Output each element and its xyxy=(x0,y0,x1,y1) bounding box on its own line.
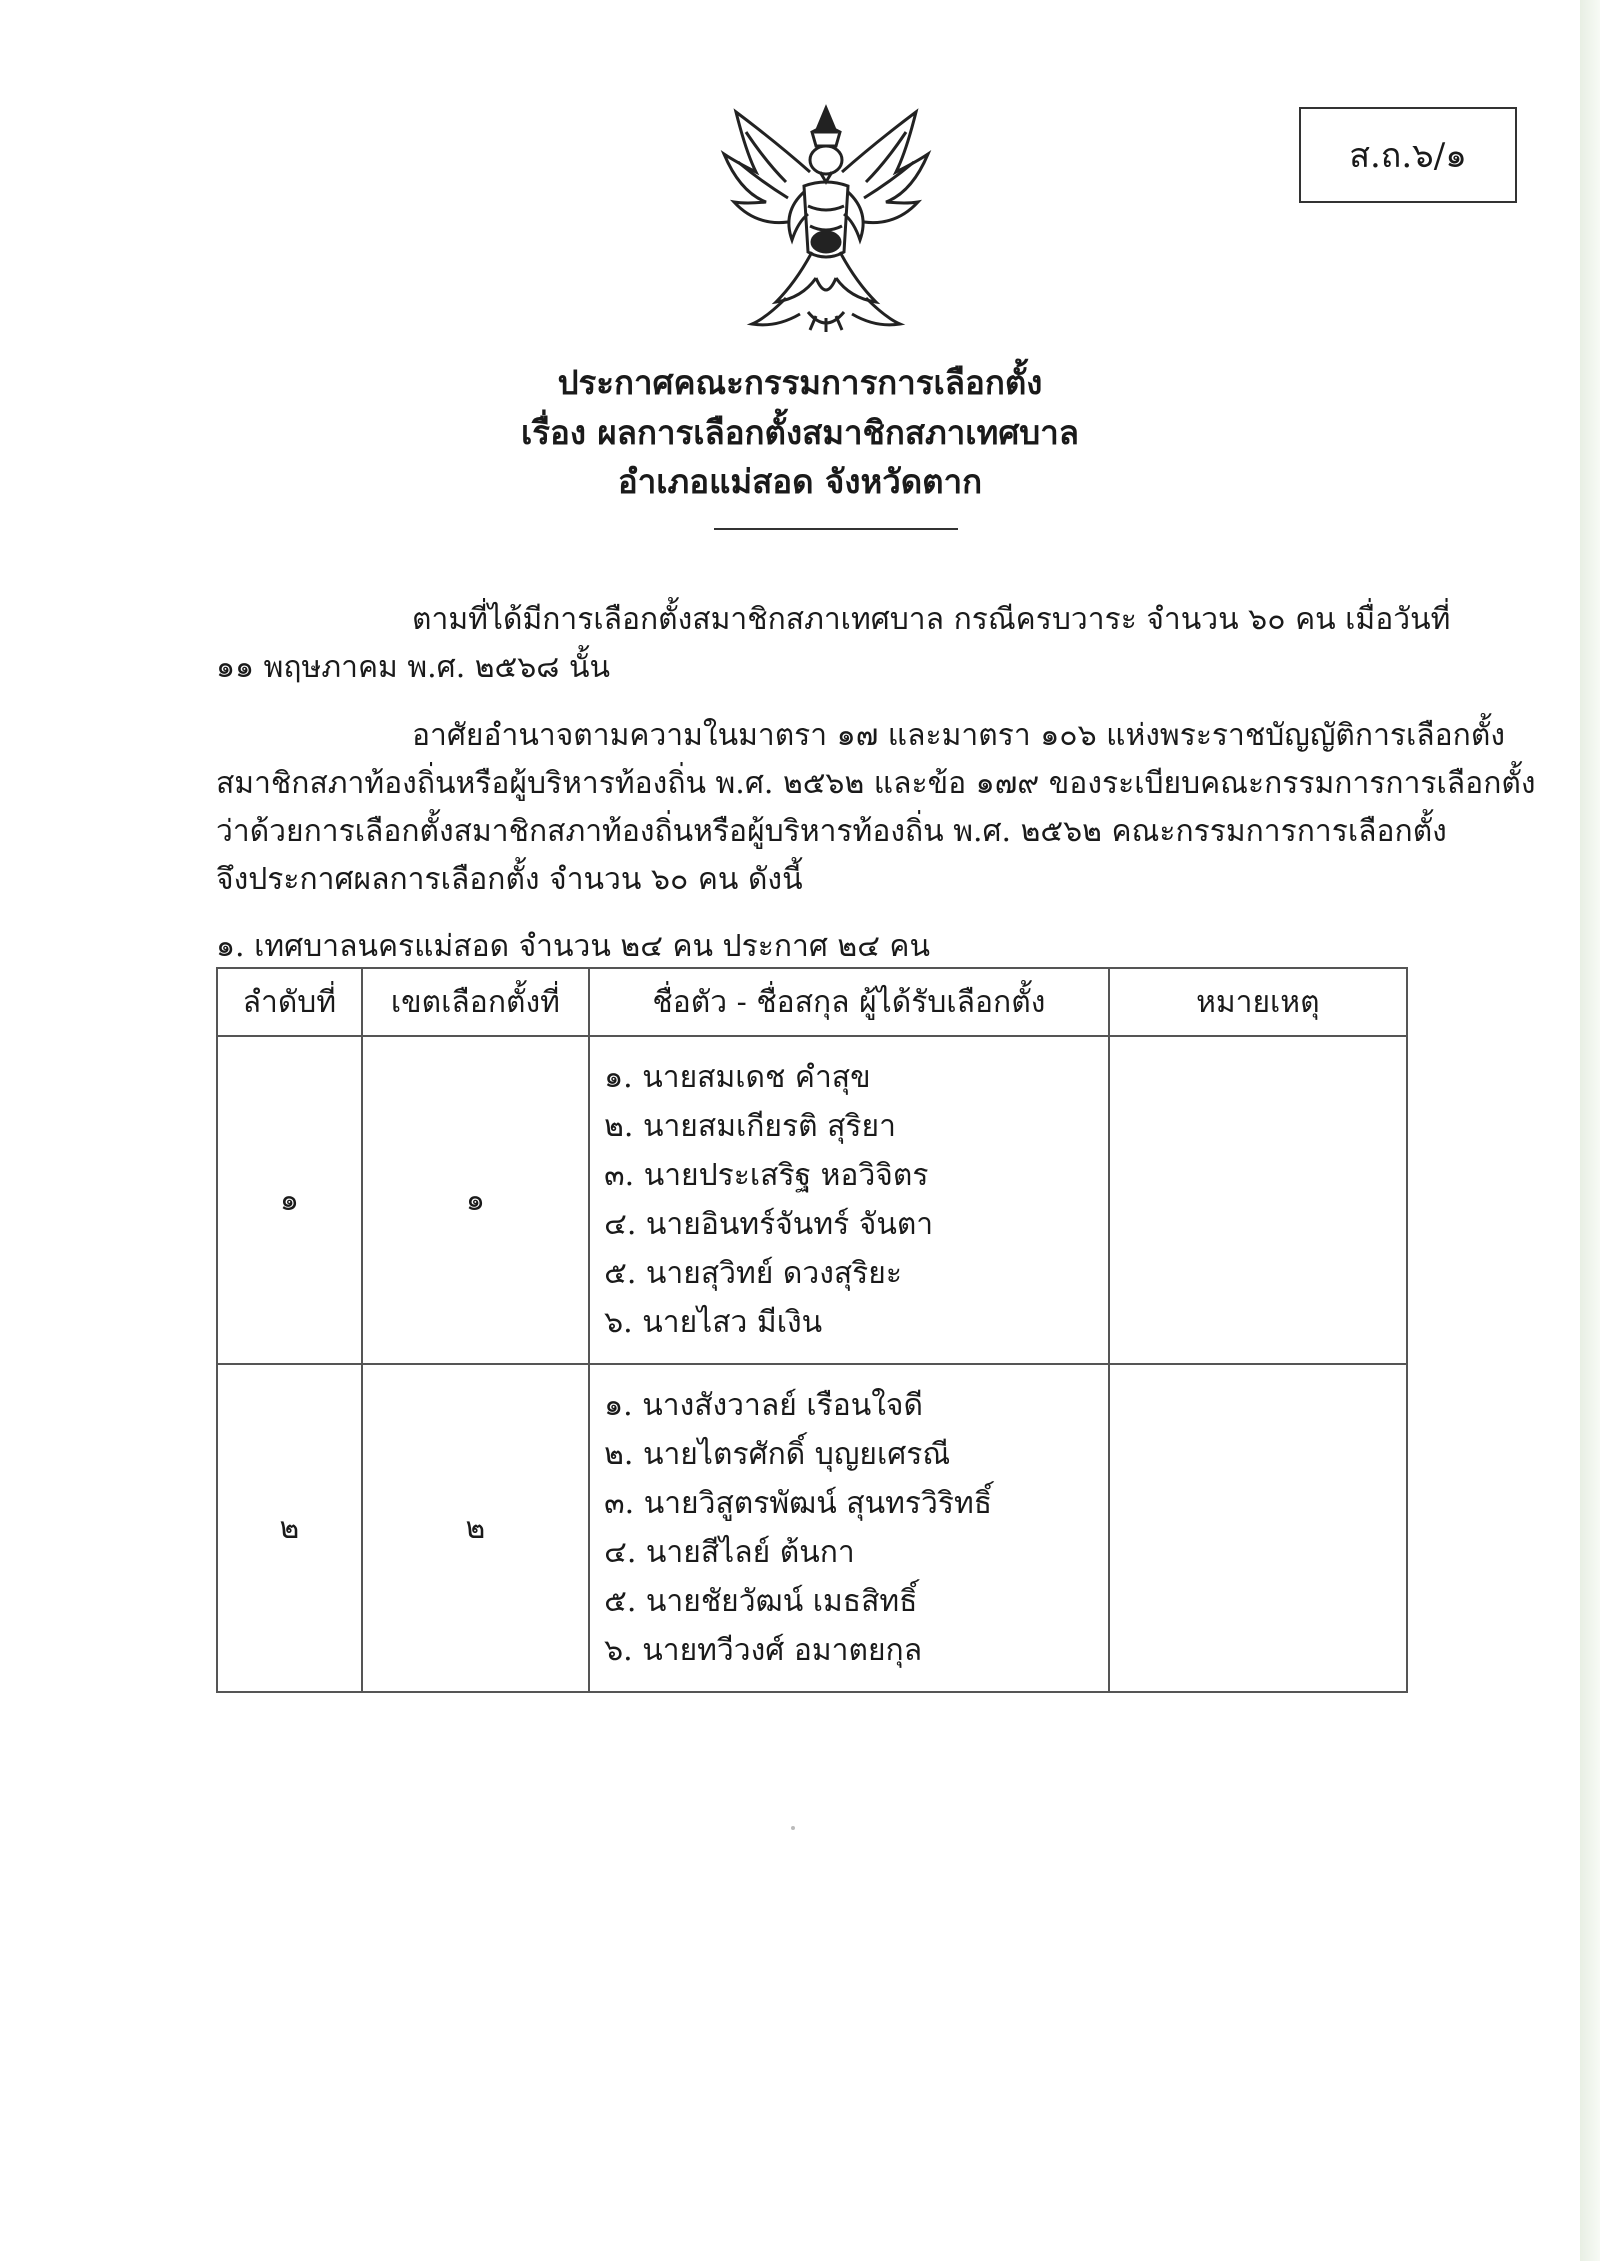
heading-line-2: เรื่อง ผลการเลือกตั้งสมาชิกสภาเทศบาล xyxy=(521,413,1079,452)
paragraph-2-line-2: สมาชิกสภาท้องถิ่นหรือผู้บริหารท้องถิ่น พ.ศ. ๒๕๖๒ และข้อ ๑๗๙ ของระเบียบคณะกรรมการการเลือกตั้ง xyxy=(216,766,1536,801)
garuda-emblem-icon xyxy=(716,102,936,334)
row-names xyxy=(589,1036,1109,1364)
header-order: ลำดับที่ xyxy=(217,968,362,1036)
row-district: ๑ xyxy=(362,1036,589,1364)
paragraph-1-line-2: ๑๑ พฤษภาคม พ.ศ. ๒๕๖๘ นั้น xyxy=(216,650,610,685)
row-district: ๒ xyxy=(362,1364,589,1692)
paragraph-2-line-1: อาศัยอำนาจตามความในมาตรา ๑๗ และมาตรา ๑๐๖ แห่งพระราชบัญญัติการเลือกตั้ง xyxy=(412,718,1505,753)
scan-speck xyxy=(791,1826,795,1830)
row-order: ๒ xyxy=(217,1364,362,1692)
candidate-name: ๓. นายวิสูตรพัฒน์ สุนทรวิริทธิ์ xyxy=(604,1486,993,1521)
row-names xyxy=(589,1364,1109,1692)
candidate-name: ๑. นายสมเดช คำสุข xyxy=(604,1060,871,1095)
candidate-name: ๔. นายอินทร์จันทร์ จันตา xyxy=(604,1207,934,1242)
paragraph-2-line-4: จึงประกาศผลการเลือกตั้ง จำนวน ๖๐ คน ดังนี้ xyxy=(216,862,803,897)
header-note: หมายเหตุ xyxy=(1109,968,1407,1036)
candidate-name: ๖. นายไสว มีเงิน xyxy=(604,1305,823,1340)
form-code-box xyxy=(1299,107,1517,203)
heading-rule xyxy=(714,528,958,530)
candidate-name: ๕. นายสุวิทย์ ดวงสุริยะ xyxy=(604,1256,902,1291)
heading-line-1: ประกาศคณะกรรมการการเลือกตั้ง xyxy=(557,363,1043,402)
results-table xyxy=(216,967,1408,1693)
row-note xyxy=(1109,1036,1407,1364)
row-order: ๑ xyxy=(217,1036,362,1364)
candidate-name: ๖. นายทวีวงศ์ อมาตยกุล xyxy=(604,1633,923,1668)
paragraph-1-line-1: ตามที่ได้มีการเลือกตั้งสมาชิกสภาเทศบาล กรณีครบวาระ จำนวน ๖๐ คน เมื่อวันที่ xyxy=(412,602,1451,637)
paragraph-2-line-3: ว่าด้วยการเลือกตั้งสมาชิกสภาท้องถิ่นหรือผู้บริหารท้องถิ่น พ.ศ. ๒๕๖๒ คณะกรรมการการเลือกตั้ง xyxy=(216,814,1447,849)
page-edge xyxy=(1580,0,1600,2261)
section-title: ๑. เทศบาลนครแม่สอด จำนวน ๒๔ คน ประกาศ ๒๔ คน xyxy=(216,929,931,964)
paragraph-1 xyxy=(216,596,1451,692)
header-district: เขตเลือกตั้งที่ xyxy=(362,968,589,1036)
candidate-name: ๕. นายชัยวัฒน์ เมธสิทธิ์ xyxy=(604,1584,918,1619)
candidate-name: ๒. นายไตรศักดิ์ บุญยเศรณี xyxy=(604,1437,951,1472)
table-row xyxy=(217,1364,1407,1692)
candidate-name: ๒. นายสมเกียรติ สุริยา xyxy=(604,1109,896,1144)
form-code: ส.ถ.๖/๑ xyxy=(1349,136,1467,176)
candidate-name: ๔. นายสีไลย์ ต้นกา xyxy=(604,1535,855,1570)
candidate-name: ๑. นางสังวาลย์ เรือนใจดี xyxy=(604,1388,923,1423)
table-header-row xyxy=(217,968,1407,1036)
paragraph-2 xyxy=(216,712,1536,904)
candidate-name: ๓. นายประเสริฐ หอวิจิตร xyxy=(604,1158,929,1193)
heading-line-3: อำเภอแม่สอด จังหวัดตาก xyxy=(617,462,983,501)
header-names: ชื่อตัว - ชื่อสกุล ผู้ได้รับเลือกตั้ง xyxy=(589,968,1109,1036)
row-note xyxy=(1109,1364,1407,1692)
table-row xyxy=(217,1036,1407,1364)
